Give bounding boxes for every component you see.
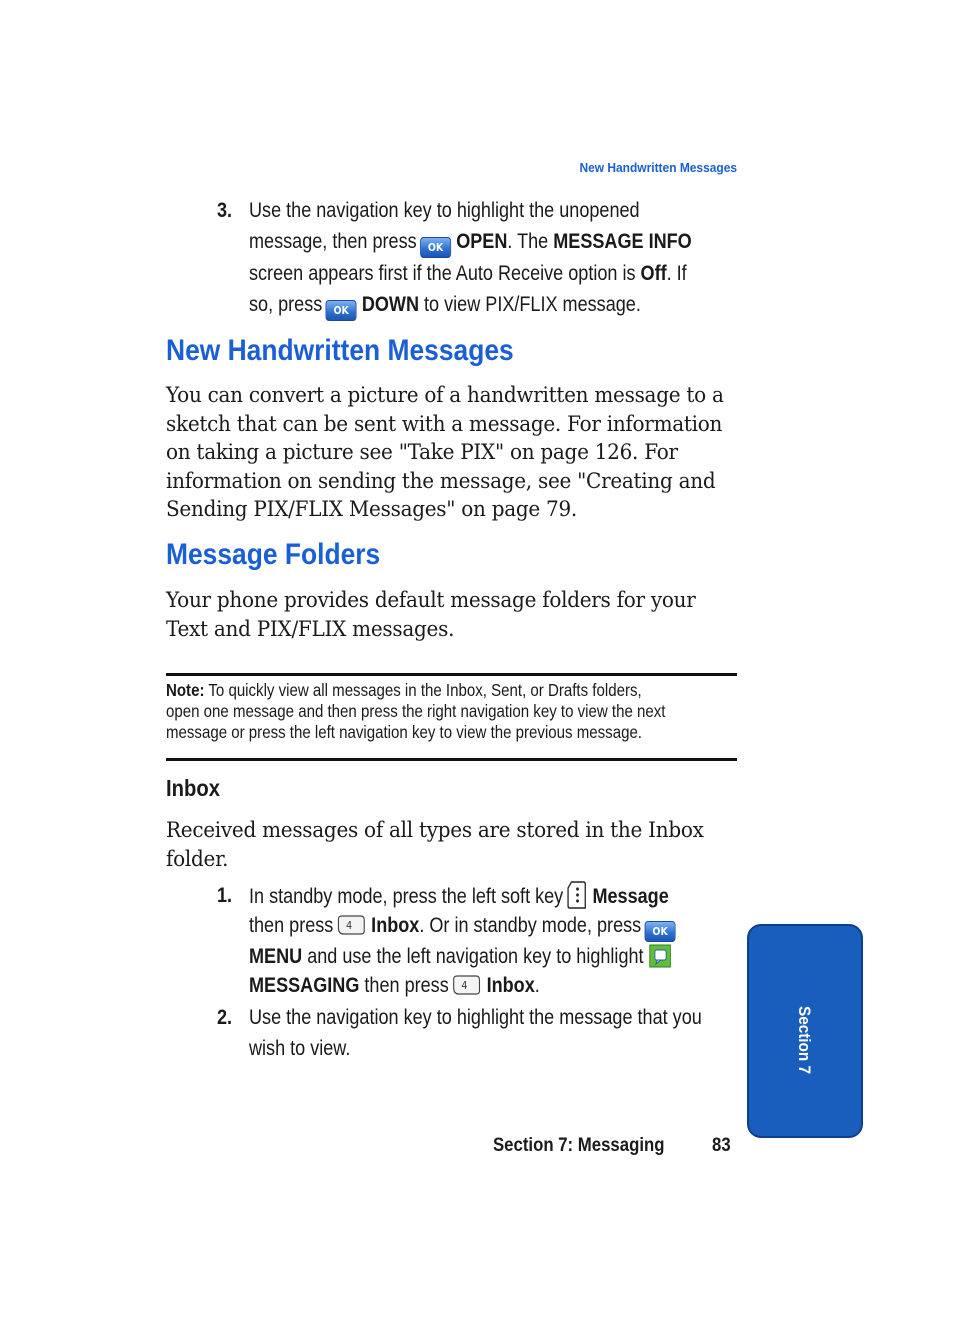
- footer-page-number: 83: [712, 1134, 731, 1156]
- subheading-inbox: Inbox: [166, 775, 220, 801]
- text-fragment: to view PIX/FLIX message.: [419, 293, 641, 316]
- section-tab-label: Section 7: [795, 1005, 814, 1075]
- keyword-off: Off: [640, 262, 667, 285]
- keyword-messaging: MESSAGING: [249, 974, 360, 997]
- key-4-label: 4: [461, 979, 468, 993]
- note-top-rule: [166, 673, 737, 676]
- text-line: Text and PIX/FLIX messages.: [166, 616, 455, 642]
- text-line: message, then press: [249, 230, 417, 253]
- text-line: Use the navigation key to highlight the unopened: [249, 199, 640, 222]
- text-line: then press: [249, 914, 334, 937]
- section-heading-folders: Message Folders: [166, 538, 381, 571]
- text-line: Sending PIX/FLIX Messages" on page 79.: [166, 497, 577, 523]
- key-4-label: 4: [346, 919, 353, 933]
- text-line: wish to view.: [249, 1037, 351, 1060]
- text-line: screen appears first if the Auto Receive option is: [249, 262, 641, 285]
- text-line: You can convert a picture of a handwritten message to a: [166, 383, 724, 408]
- step-text: [249, 1002, 776, 1064]
- keyword-inbox: Inbox: [371, 914, 420, 937]
- keyword-menu: MENU: [249, 945, 303, 968]
- text-line: Received messages of all types are stored in the Inbox: [166, 818, 704, 843]
- footer-section-title: Section 7: Messaging: [493, 1134, 665, 1156]
- keyword-message: Message: [592, 885, 669, 908]
- step-text: [249, 880, 751, 1000]
- text-line: open one message and then press the right navigation key to view the next: [166, 701, 666, 721]
- text-line: folder.: [166, 846, 229, 872]
- keyword-down: DOWN: [361, 293, 420, 316]
- text-line: information on sending the message, see "Creating and: [166, 468, 716, 494]
- text-fragment: . The: [507, 230, 554, 253]
- keyword-inbox: Inbox: [486, 974, 535, 997]
- step-text: [249, 195, 764, 321]
- left-soft-key-icon: [567, 880, 588, 910]
- text-line: and use the left navigation key to highlight: [302, 945, 644, 968]
- text-line: Your phone provides default message folders for your: [166, 588, 696, 613]
- text-fragment: then press: [359, 974, 449, 997]
- keyword-message-info: MESSAGE INFO: [553, 230, 692, 253]
- text-line: Use the navigation key to highlight the message that you: [249, 1006, 702, 1029]
- section-heading-handwritten: New Handwritten Messages: [166, 334, 514, 367]
- text-line: sketch that can be sent with a message. For information: [166, 411, 723, 437]
- ok-key-icon: OK: [326, 300, 357, 321]
- ok-key-icon: OK: [420, 237, 451, 258]
- note-bottom-rule: [166, 758, 737, 761]
- text-fragment: . Or in standby mode, press: [419, 914, 642, 937]
- messaging-menu-icon: [649, 944, 671, 968]
- text-line: so, press: [249, 293, 323, 316]
- section-body-handwritten: [166, 382, 746, 525]
- text-line: In standby mode, press the left soft key: [249, 885, 564, 908]
- text-line: message or press the left navigation key to view the previous message.: [166, 722, 642, 742]
- note-box: [166, 680, 806, 743]
- step-number: 2.: [217, 1006, 233, 1029]
- step-number: 3.: [217, 199, 233, 222]
- section-body-folders: [166, 587, 746, 644]
- keyword-open: OPEN: [456, 230, 508, 253]
- key-4-icon: [337, 915, 366, 935]
- text-fragment: .: [534, 974, 540, 997]
- text-fragment: . If: [666, 262, 687, 285]
- inbox-body: [166, 817, 746, 874]
- key-4-icon: [452, 975, 481, 995]
- text-line: on taking a picture see "Take PIX" on page 126. For: [166, 440, 678, 466]
- step-number: 1.: [217, 884, 233, 907]
- note-label: Note:: [166, 680, 205, 700]
- ok-key-icon: OK: [645, 921, 676, 942]
- running-header: New Handwritten Messages: [579, 160, 737, 175]
- text-line: To quickly view all messages in the Inbox, Sent, or Drafts folders,: [204, 680, 642, 700]
